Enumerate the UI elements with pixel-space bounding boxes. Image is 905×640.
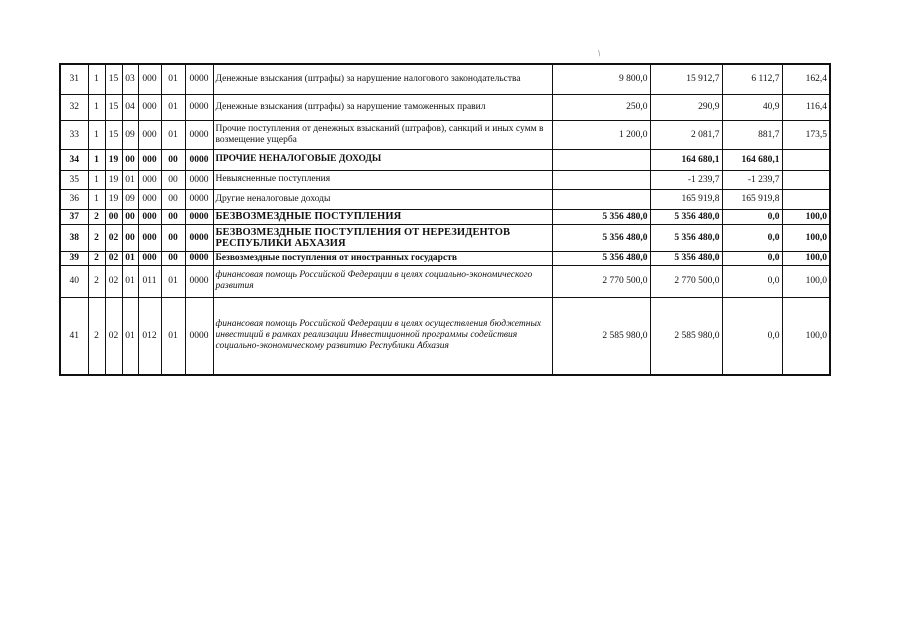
row-number: 36 xyxy=(60,189,88,209)
stray-pen-mark: / xyxy=(595,48,603,58)
execution-percent: 100,0 xyxy=(782,224,830,251)
deviation-amount: 0,0 xyxy=(722,224,782,251)
actual-amount: 290,9 xyxy=(650,94,722,120)
code-group: 1 xyxy=(88,94,105,120)
table-row xyxy=(60,120,830,149)
code-subarticle: 000 xyxy=(138,189,161,209)
execution-percent: 100,0 xyxy=(782,209,830,224)
code-group: 1 xyxy=(88,189,105,209)
table-row xyxy=(60,251,830,265)
revenue-description: Денежные взыскания (штрафы) за нарушение таможенных правил xyxy=(213,94,552,120)
deviation-amount: 164 680,1 xyxy=(722,149,782,170)
code-subarticle: 011 xyxy=(138,265,161,297)
code-subgroup: 15 xyxy=(105,64,122,94)
code-program: 0000 xyxy=(185,120,213,149)
execution-percent: 100,0 xyxy=(782,265,830,297)
code-article: 01 xyxy=(122,251,138,265)
deviation-amount: 6 112,7 xyxy=(722,64,782,94)
code-subarticle: 000 xyxy=(138,64,161,94)
execution-percent: 162,4 xyxy=(782,64,830,94)
code-article: 00 xyxy=(122,149,138,170)
code-subgroup: 19 xyxy=(105,170,122,189)
row-number: 33 xyxy=(60,120,88,149)
planned-amount: 9 800,0 xyxy=(552,64,650,94)
revenue-description: финансовая помощь Российской Федерации в целях социально-экономического развития xyxy=(213,265,552,297)
table-row xyxy=(60,297,830,375)
execution-percent xyxy=(782,170,830,189)
actual-amount: 5 356 480,0 xyxy=(650,209,722,224)
code-element: 01 xyxy=(161,297,185,375)
code-subarticle: 000 xyxy=(138,120,161,149)
row-number: 34 xyxy=(60,149,88,170)
code-subgroup: 02 xyxy=(105,224,122,251)
deviation-amount: 0,0 xyxy=(722,251,782,265)
actual-amount: 165 919,8 xyxy=(650,189,722,209)
revenue-description: Невыясненные поступления xyxy=(213,170,552,189)
code-group: 2 xyxy=(88,224,105,251)
planned-amount xyxy=(552,189,650,209)
deviation-amount: -1 239,7 xyxy=(722,170,782,189)
code-element: 01 xyxy=(161,94,185,120)
actual-amount: 2 585 980,0 xyxy=(650,297,722,375)
row-number: 40 xyxy=(60,265,88,297)
revenue-description: ПРОЧИЕ НЕНАЛОГОВЫЕ ДОХОДЫ xyxy=(213,149,552,170)
revenue-description: Другие неналоговые доходы xyxy=(213,189,552,209)
code-element: 01 xyxy=(161,265,185,297)
code-program: 0000 xyxy=(185,94,213,120)
code-element: 01 xyxy=(161,120,185,149)
planned-amount: 5 356 480,0 xyxy=(552,209,650,224)
revenue-description: Денежные взыскания (штрафы) за нарушение налогового законодательства xyxy=(213,64,552,94)
code-subarticle: 000 xyxy=(138,149,161,170)
table-row xyxy=(60,170,830,189)
actual-amount: 2 081,7 xyxy=(650,120,722,149)
planned-amount: 250,0 xyxy=(552,94,650,120)
actual-amount: 164 680,1 xyxy=(650,149,722,170)
planned-amount: 1 200,0 xyxy=(552,120,650,149)
execution-percent: 116,4 xyxy=(782,94,830,120)
revenue-description: финансовая помощь Российской Федерации в целях осуществления бюджетных инвестиций в рамках реализации Инвестиционной программы содействия социально-экономическому развитию Республики Абхазия xyxy=(213,297,552,375)
revenue-description: Прочие поступления от денежных взысканий (штрафов), санкций и иных сумм в возмещение ущерба xyxy=(213,120,552,149)
actual-amount: 2 770 500,0 xyxy=(650,265,722,297)
code-program: 0000 xyxy=(185,209,213,224)
table-row xyxy=(60,94,830,120)
code-article: 01 xyxy=(122,265,138,297)
code-article: 04 xyxy=(122,94,138,120)
planned-amount: 2 770 500,0 xyxy=(552,265,650,297)
deviation-amount: 0,0 xyxy=(722,209,782,224)
code-element: 00 xyxy=(161,251,185,265)
row-number: 37 xyxy=(60,209,88,224)
code-group: 2 xyxy=(88,265,105,297)
planned-amount: 5 356 480,0 xyxy=(552,251,650,265)
code-element: 00 xyxy=(161,170,185,189)
code-element: 01 xyxy=(161,64,185,94)
planned-amount xyxy=(552,170,650,189)
code-group: 2 xyxy=(88,251,105,265)
code-program: 0000 xyxy=(185,297,213,375)
row-number: 32 xyxy=(60,94,88,120)
execution-percent: 100,0 xyxy=(782,297,830,375)
code-article: 09 xyxy=(122,189,138,209)
code-subgroup: 15 xyxy=(105,120,122,149)
row-number: 31 xyxy=(60,64,88,94)
code-subgroup: 19 xyxy=(105,149,122,170)
planned-amount: 5 356 480,0 xyxy=(552,224,650,251)
row-number: 38 xyxy=(60,224,88,251)
actual-amount: 5 356 480,0 xyxy=(650,224,722,251)
code-element: 00 xyxy=(161,224,185,251)
revenue-description: БЕЗВОЗМЕЗДНЫЕ ПОСТУПЛЕНИЯ ОТ НЕРЕЗИДЕНТОВ РЕСПУБЛИКИ АБХАЗИЯ xyxy=(213,224,552,251)
budget-revenue-table xyxy=(59,63,831,376)
table-row xyxy=(60,149,830,170)
code-element: 00 xyxy=(161,189,185,209)
code-article: 01 xyxy=(122,297,138,375)
code-group: 1 xyxy=(88,120,105,149)
code-element: 00 xyxy=(161,149,185,170)
revenue-description: БЕЗВОЗМЕЗДНЫЕ ПОСТУПЛЕНИЯ xyxy=(213,209,552,224)
code-group: 2 xyxy=(88,297,105,375)
code-subarticle: 000 xyxy=(138,224,161,251)
code-article: 01 xyxy=(122,170,138,189)
execution-percent: 100,0 xyxy=(782,251,830,265)
row-number: 39 xyxy=(60,251,88,265)
table-row xyxy=(60,189,830,209)
code-group: 1 xyxy=(88,64,105,94)
code-subarticle: 000 xyxy=(138,170,161,189)
code-element: 00 xyxy=(161,209,185,224)
actual-amount: 5 356 480,0 xyxy=(650,251,722,265)
code-subgroup: 00 xyxy=(105,209,122,224)
table-body xyxy=(60,64,830,375)
code-article: 00 xyxy=(122,224,138,251)
row-number: 35 xyxy=(60,170,88,189)
code-subgroup: 15 xyxy=(105,94,122,120)
execution-percent: 173,5 xyxy=(782,120,830,149)
code-program: 0000 xyxy=(185,224,213,251)
table-row xyxy=(60,209,830,224)
actual-amount: -1 239,7 xyxy=(650,170,722,189)
code-subarticle: 000 xyxy=(138,209,161,224)
planned-amount xyxy=(552,149,650,170)
code-group: 2 xyxy=(88,209,105,224)
actual-amount: 15 912,7 xyxy=(650,64,722,94)
code-subarticle: 000 xyxy=(138,251,161,265)
deviation-amount: 881,7 xyxy=(722,120,782,149)
table-row xyxy=(60,265,830,297)
deviation-amount: 165 919,8 xyxy=(722,189,782,209)
code-program: 0000 xyxy=(185,251,213,265)
code-article: 00 xyxy=(122,209,138,224)
code-program: 0000 xyxy=(185,149,213,170)
code-subgroup: 19 xyxy=(105,189,122,209)
table-row xyxy=(60,64,830,94)
row-number: 41 xyxy=(60,297,88,375)
revenue-description: Безвозмездные поступления от иностранных государств xyxy=(213,251,552,265)
code-group: 1 xyxy=(88,170,105,189)
code-subarticle: 000 xyxy=(138,94,161,120)
code-program: 0000 xyxy=(185,64,213,94)
code-subgroup: 02 xyxy=(105,265,122,297)
execution-percent xyxy=(782,189,830,209)
deviation-amount: 0,0 xyxy=(722,265,782,297)
code-group: 1 xyxy=(88,149,105,170)
planned-amount: 2 585 980,0 xyxy=(552,297,650,375)
code-article: 09 xyxy=(122,120,138,149)
code-subgroup: 02 xyxy=(105,297,122,375)
code-program: 0000 xyxy=(185,189,213,209)
code-program: 0000 xyxy=(185,170,213,189)
code-subarticle: 012 xyxy=(138,297,161,375)
deviation-amount: 0,0 xyxy=(722,297,782,375)
code-program: 0000 xyxy=(185,265,213,297)
code-article: 03 xyxy=(122,64,138,94)
deviation-amount: 40,9 xyxy=(722,94,782,120)
table-row xyxy=(60,224,830,251)
execution-percent xyxy=(782,149,830,170)
code-subgroup: 02 xyxy=(105,251,122,265)
